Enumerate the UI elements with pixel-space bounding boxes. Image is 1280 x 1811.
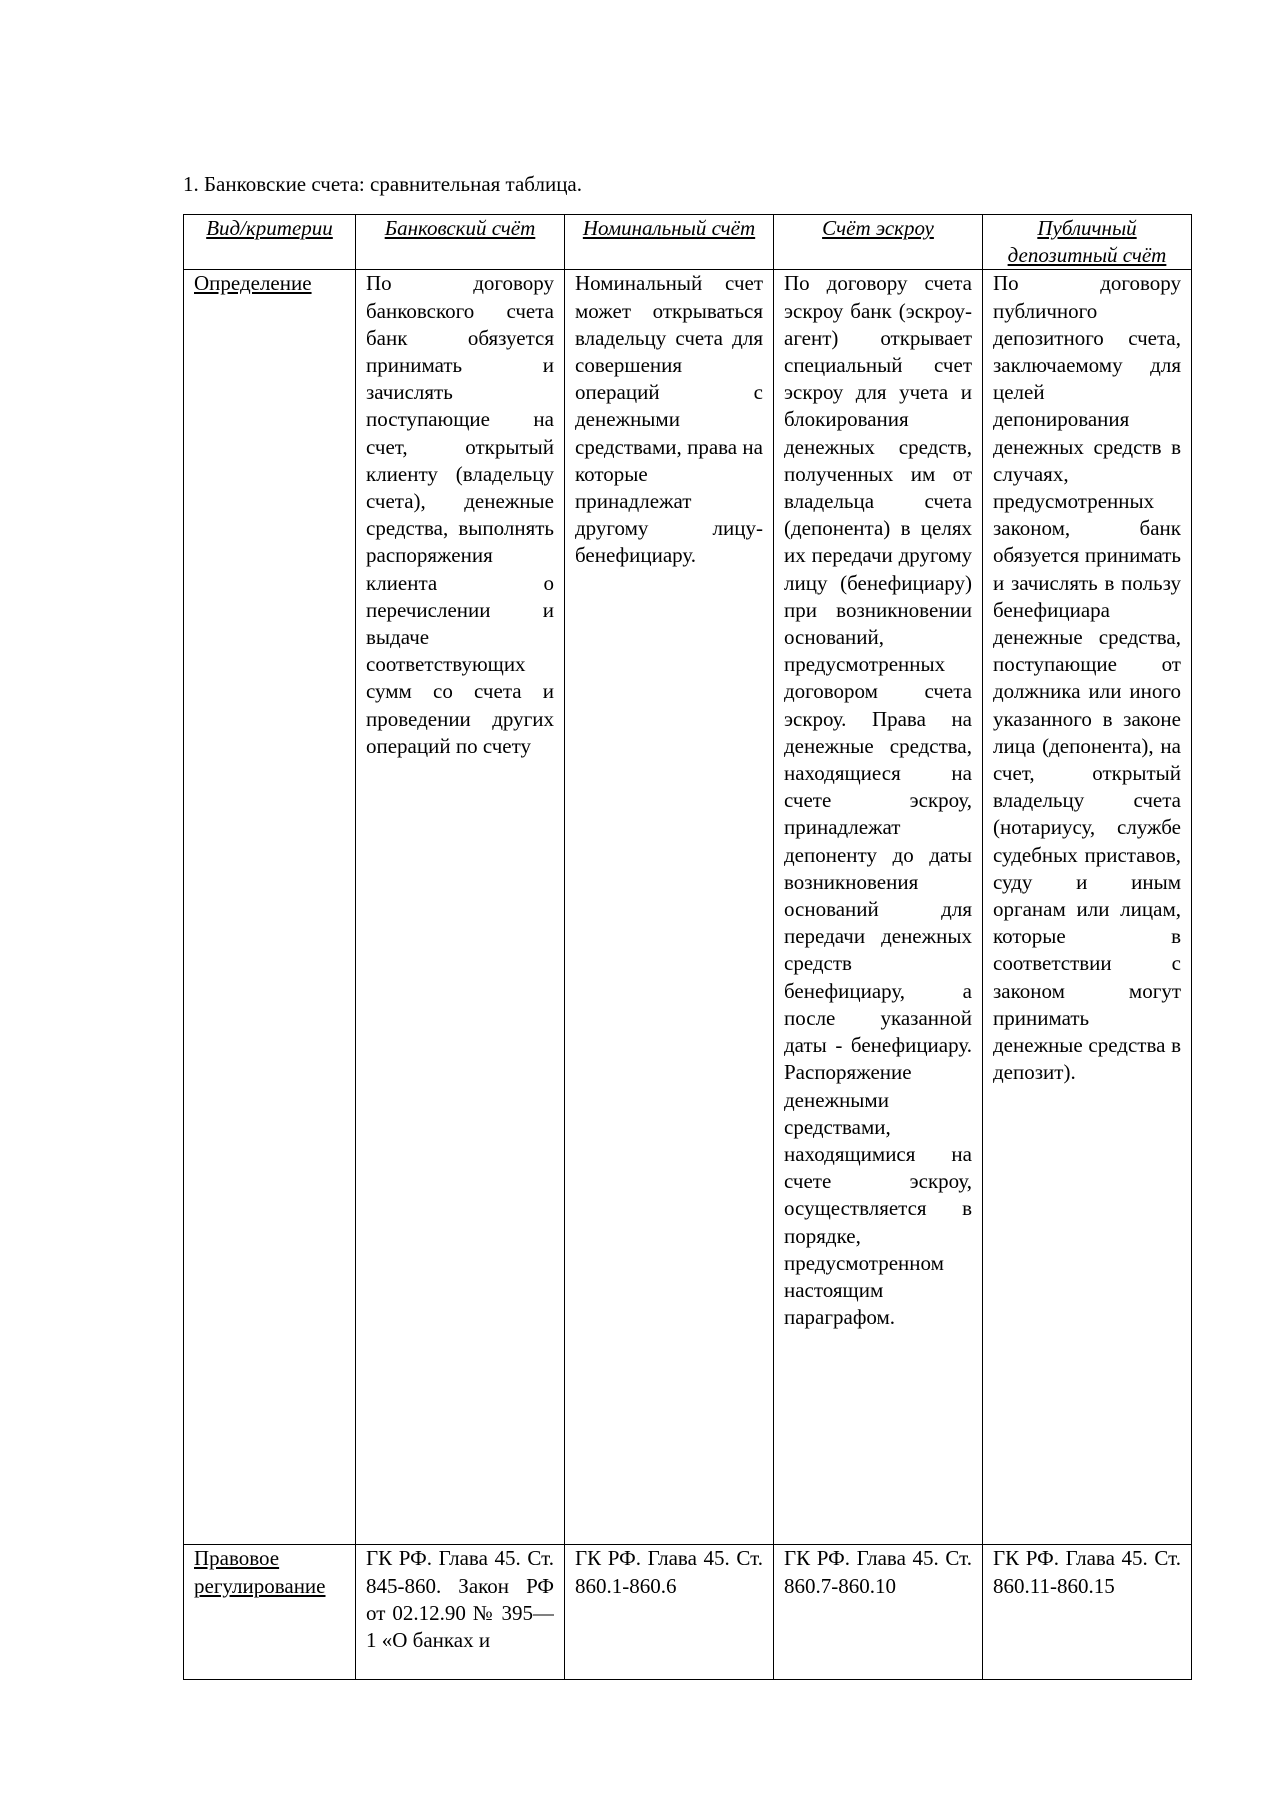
header-criteria: Вид/критерии [184,215,356,270]
cell-definition-public-deposit-account: По договору публичного депозитного счета, заключаемому для целей депонирования денежных средств в случаях, предусмотренных законом, банк обязуется принимать и зачислять в пользу бенефициара денежные средства, поступающие от должника или иного указанного в законе лица (депонента), на счет, открытый владельцу счета (нотариусу, службе судебных приставов, суду и иным органам или лицам, которые в соответствии с законом могут принимать денежные средства в депозит). [983,270,1192,1545]
header-nominal-account: Номинальный счёт [565,215,774,270]
document-title: 1. Банковские счета: сравнительная таблица. [183,172,582,196]
table-header-row [184,215,1192,270]
header-bank-account: Банковский счёт [356,215,565,270]
header-escrow-account: Счёт эскроу [774,215,983,270]
cell-definition-nominal-account: Номинальный счет может открываться владельцу счета для совершения операций с денежными средствами, права на которые принадлежат другому лицу-бенефициару. [565,270,774,1545]
cell-law-bank-account [356,1545,565,1680]
row-label-legal-regulation: Правовое регулирование [184,1545,356,1680]
row-label-definition: Определение [184,270,356,1545]
comparison-table [183,214,1192,1680]
cell-law-bank-account-text: ГК РФ. Глава 45. Ст. 845-860. Закон РФ от 02.12.90 № 395—1 «О банках и [366,1546,554,1653]
cell-definition-bank-account: По договору банковского счета банк обязуется принимать и зачислять поступающие на счет, открытый клиенту (владельцу счета), денежные средства, выполнять распоряжения клиента о перечислении и выдаче соответствующих сумм со счета и проведении других операций по счету [356,270,565,1545]
header-public-deposit-account: Публичный депозитный счёт [983,215,1192,270]
table-row-definition [184,270,1192,1545]
table-row-legal-regulation [184,1545,1192,1680]
cell-law-escrow-account: ГК РФ. Глава 45. Ст. 860.7-860.10 [774,1545,983,1680]
cell-definition-escrow-account: По договору счета эскроу банк (эскроу-агент) открывает специальный счет эскроу для учета и блокирования денежных средств, полученных им от владельца счета (депонента) в целях их передачи другому лицу (бенефициару) при возникновении оснований, предусмотренных договором счета эскроу. Права на денежные средства, находящиеся на счете эскроу, принадлежат депоненту до даты возникновения оснований для передачи денежных средств бенефициару, а после указанной даты - бенефициару. Распоряжение денежными средствами, находящимися на счете эскроу, осуществляется в порядке, предусмотренном настоящим параграфом. [774,270,983,1545]
cell-law-nominal-account: ГК РФ. Глава 45. Ст. 860.1-860.6 [565,1545,774,1680]
cell-law-public-deposit-account: ГК РФ. Глава 45. Ст. 860.11-860.15 [983,1545,1192,1680]
